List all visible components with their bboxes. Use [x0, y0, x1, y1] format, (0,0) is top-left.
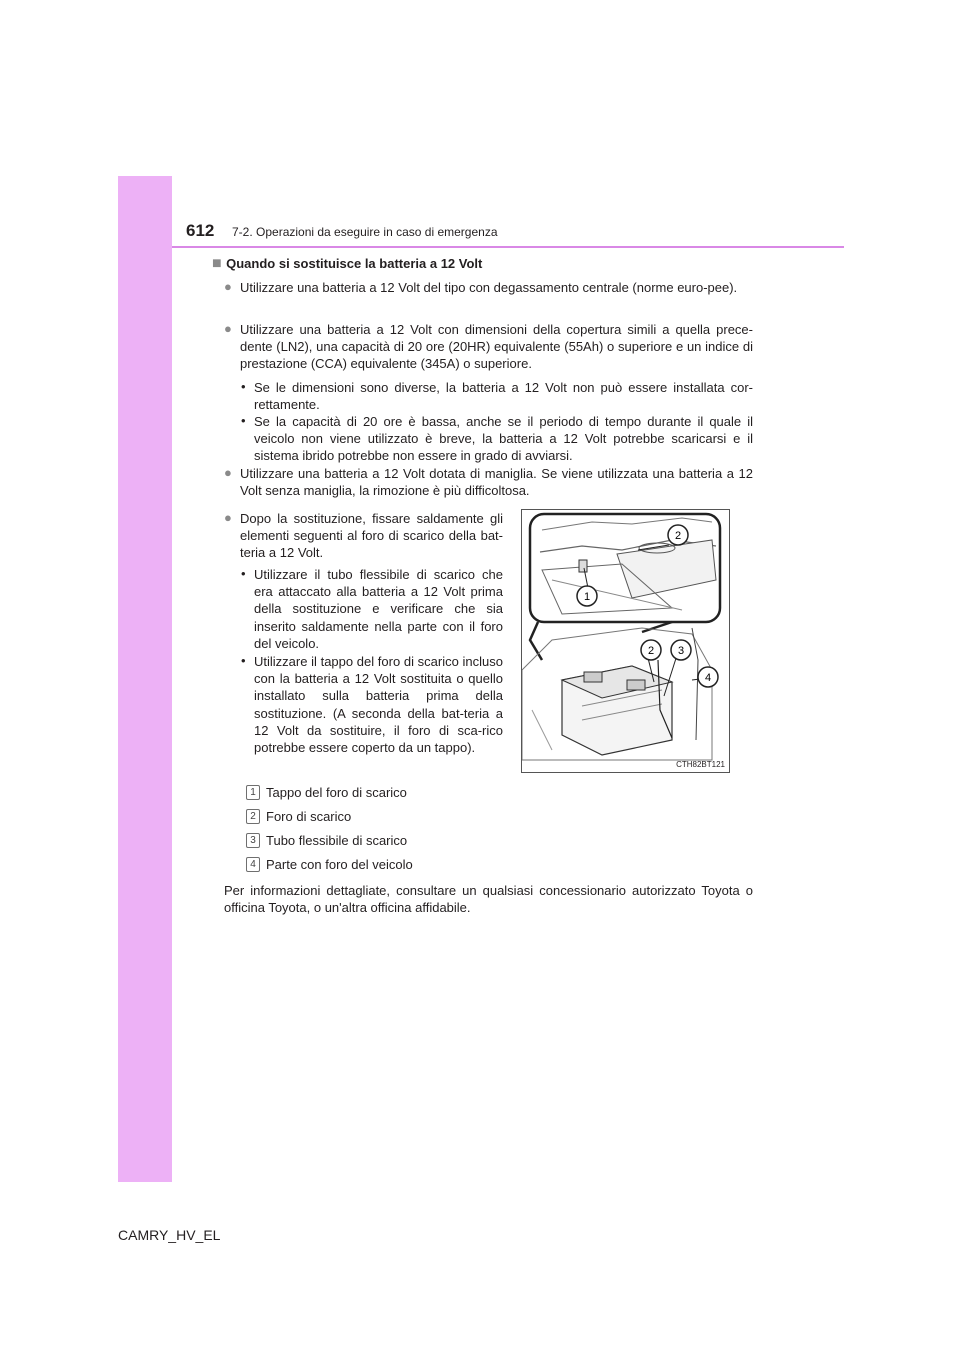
svg-text:4: 4 [704, 672, 712, 684]
svg-text:3: 3 [677, 645, 685, 657]
sub-bullet-dot: • [241, 653, 246, 668]
header-rule [172, 246, 844, 248]
svg-text:2: 2 [674, 530, 682, 542]
figure-code: CTH82BT121 [676, 760, 725, 769]
bullet-item-1: Utilizzare una batteria a 12 Volt del tipo con degassamento centrale (norme euro-pee). [240, 280, 738, 295]
bullet-item-2: Utilizzare una batteria a 12 Volt con dimensioni della copertura simili a quella prece-dente (LN2), una capacità di 20 ore (20HR) equivalente (55Ah) o superiore e un indice di prestazione (CCA) equivalente (345A) o superiore. [240, 322, 753, 372]
heading-marker: ■ [212, 255, 222, 272]
callout-2-lower [641, 640, 661, 660]
legend-number-box: 4 [246, 857, 260, 872]
footer-model: CAMRY_HV_EL [118, 1227, 221, 1243]
svg-text:2: 2 [647, 645, 655, 657]
section-title: 7-2. Operazioni da eseguire in caso di emergenza [232, 225, 498, 239]
callout-3 [671, 640, 691, 660]
legend-item-3: Tubo flessibile di scarico [266, 833, 408, 848]
bullet-dot: ● [224, 321, 232, 336]
bullet-item-4: Dopo la sostituzione, fissare saldamente gli elementi seguenti al foro di scarico della bat-teria a 12 Volt. [240, 511, 503, 561]
legend-number-box: 3 [246, 833, 260, 848]
callout-4 [698, 667, 718, 687]
sub-bullet-dot: • [241, 413, 246, 428]
sub-item-2-1: Se le dimensioni sono diverse, la batteria a 12 Volt non può essere installata cor-rettamente. [254, 380, 753, 413]
sub-item-4-2: Utilizzare il tappo del foro di scarico incluso con la batteria a 12 Volt sostituita o quello installato sulla batteria prima della sostituzione. (A seconda della bat-teria a 12 Volt da sostituire, il foro di sca-rico potrebbe essere coperto da un tappo). [254, 654, 503, 756]
legend-number-box: 1 [246, 785, 260, 800]
svg-text:1: 1 [583, 591, 591, 603]
sub-item-2-2: Se la capacità di 20 ore è bassa, anche se il periodo di tempo durante il quale il veicolo non viene utilizzato è breve, la batteria a 12 Volt potrebbe scaricarsi e il sistema ibrido potrebbe non essere in grado di avviarsi. [254, 414, 753, 464]
battery-drain-diagram [522, 510, 729, 772]
sub-bullet-dot: • [241, 379, 246, 394]
closing-paragraph: Per informazioni dettagliate, consultare un qualsiasi concessionario autorizzato Toyota o officina Toyota, o un'altra officina affidabile. [224, 883, 753, 916]
bullet-dot: ● [224, 465, 232, 480]
sub-item-4-1: Utilizzare il tubo flessibile di scarico che era attaccato alla batteria a 12 Volt prima della sostituzione e verificare che sia inserito saldamente nella parte con il foro del veicolo. [254, 567, 503, 651]
section-heading [212, 255, 482, 273]
page-number: 612 [186, 221, 215, 240]
sub-bullet-dot: • [241, 566, 246, 581]
legend-number-box: 2 [246, 809, 260, 824]
bullet-dot: ● [224, 279, 232, 294]
bullet-dot: ● [224, 510, 232, 525]
callout-1 [577, 586, 597, 606]
sidebar-tab [118, 176, 172, 1182]
legend-item-4: Parte con foro del veicolo [266, 857, 413, 872]
callout-2-upper [668, 525, 688, 545]
heading-text: Quando si sostituisce la batteria a 12 Volt [226, 256, 483, 271]
bullet-item-3: Utilizzare una batteria a 12 Volt dotata di maniglia. Se viene utilizzata una batteria a 12 Volt senza maniglia, la rimozione è più difficoltosa. [240, 466, 753, 499]
battery-illustration [521, 509, 730, 773]
legend-item-1: Tappo del foro di scarico [266, 785, 407, 800]
legend-item-2: Foro di scarico [266, 809, 352, 824]
